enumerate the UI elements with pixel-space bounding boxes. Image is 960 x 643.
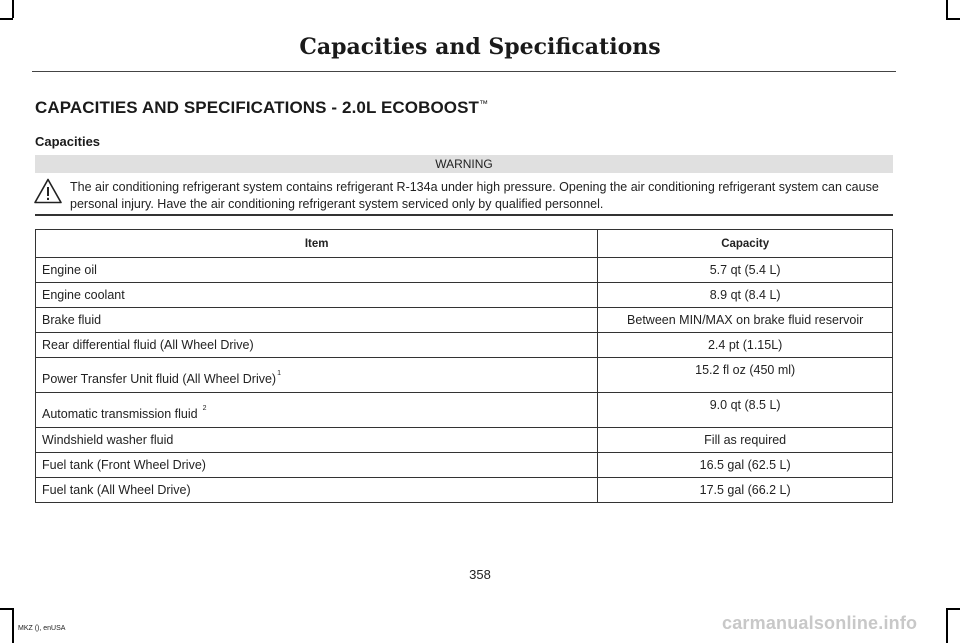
footnote-marker: 1 bbox=[277, 370, 282, 377]
capacity-cell: Fill as required bbox=[598, 428, 893, 453]
table-row bbox=[36, 308, 893, 333]
section-title bbox=[35, 98, 488, 118]
page-header-title: Capacities and Specifications bbox=[299, 34, 661, 60]
crop-mark bbox=[0, 608, 13, 610]
footnote-marker: 2 bbox=[202, 405, 207, 412]
capacity-cell: 8.9 qt (8.4 L) bbox=[598, 283, 893, 308]
item-cell: Brake fluid bbox=[36, 308, 598, 333]
header-divider bbox=[32, 71, 896, 72]
table-row bbox=[36, 358, 893, 393]
crop-mark bbox=[12, 608, 14, 643]
trademark-symbol: ™ bbox=[479, 98, 489, 109]
item-cell: Rear differential fluid (All Wheel Drive) bbox=[36, 333, 598, 358]
capacity-cell: 17.5 gal (66.2 L) bbox=[598, 478, 893, 503]
warning-divider bbox=[35, 214, 893, 216]
warning-triangle-icon bbox=[33, 177, 63, 205]
section-title-text: CAPACITIES AND SPECIFICATIONS - 2.0L ECOBOOST bbox=[35, 98, 480, 117]
crop-mark bbox=[946, 0, 948, 18]
subsection-title: Capacities bbox=[35, 134, 101, 149]
table-row bbox=[36, 453, 893, 478]
item-cell bbox=[36, 393, 598, 428]
capacity-cell: 9.0 qt (8.5 L) bbox=[598, 393, 893, 428]
table-header-row bbox=[36, 230, 893, 258]
table-row bbox=[36, 428, 893, 453]
watermark[interactable]: carmanualsonline.info bbox=[722, 613, 918, 633]
crop-mark bbox=[0, 18, 13, 20]
crop-mark bbox=[12, 0, 14, 18]
capacity-cell: 5.7 qt (5.4 L) bbox=[598, 258, 893, 283]
column-header-capacity: Capacity bbox=[598, 230, 893, 258]
column-header-item: Item bbox=[36, 230, 598, 258]
item-text: Power Transfer Unit fluid (All Wheel Drive) bbox=[42, 372, 277, 386]
item-cell: Engine coolant bbox=[36, 283, 598, 308]
capacity-cell: 16.5 gal (62.5 L) bbox=[598, 453, 893, 478]
item-cell bbox=[36, 358, 598, 393]
table-row bbox=[36, 333, 893, 358]
capacity-cell: 2.4 pt (1.15L) bbox=[598, 333, 893, 358]
crop-mark bbox=[946, 608, 960, 610]
page-number: 358 bbox=[469, 567, 491, 582]
warning-label: WARNING bbox=[35, 155, 893, 173]
table-row bbox=[36, 478, 893, 503]
warning-text: The air conditioning refrigerant system contains refrigerant R-134a under high pressure. Opening the air conditioning refrigerant system can cause personal injury. Have the air conditioning refrigerant system serviced only by qualified personnel. bbox=[70, 180, 879, 211]
capacity-cell: 15.2 fl oz (450 ml) bbox=[598, 358, 893, 393]
table-row bbox=[36, 393, 893, 428]
capacity-cell: Between MIN/MAX on brake fluid reservoir bbox=[598, 308, 893, 333]
capacities-table bbox=[35, 229, 893, 503]
item-cell: Fuel tank (All Wheel Drive) bbox=[36, 478, 598, 503]
crop-mark bbox=[946, 18, 960, 20]
item-cell: Engine oil bbox=[36, 258, 598, 283]
document-code: MKZ (), enUSA bbox=[18, 625, 66, 632]
table-row bbox=[36, 283, 893, 308]
item-cell: Fuel tank (Front Wheel Drive) bbox=[36, 453, 598, 478]
table-row bbox=[36, 258, 893, 283]
item-cell: Windshield washer fluid bbox=[36, 428, 598, 453]
item-text: Automatic transmission fluid bbox=[42, 407, 198, 421]
crop-mark bbox=[946, 610, 948, 643]
